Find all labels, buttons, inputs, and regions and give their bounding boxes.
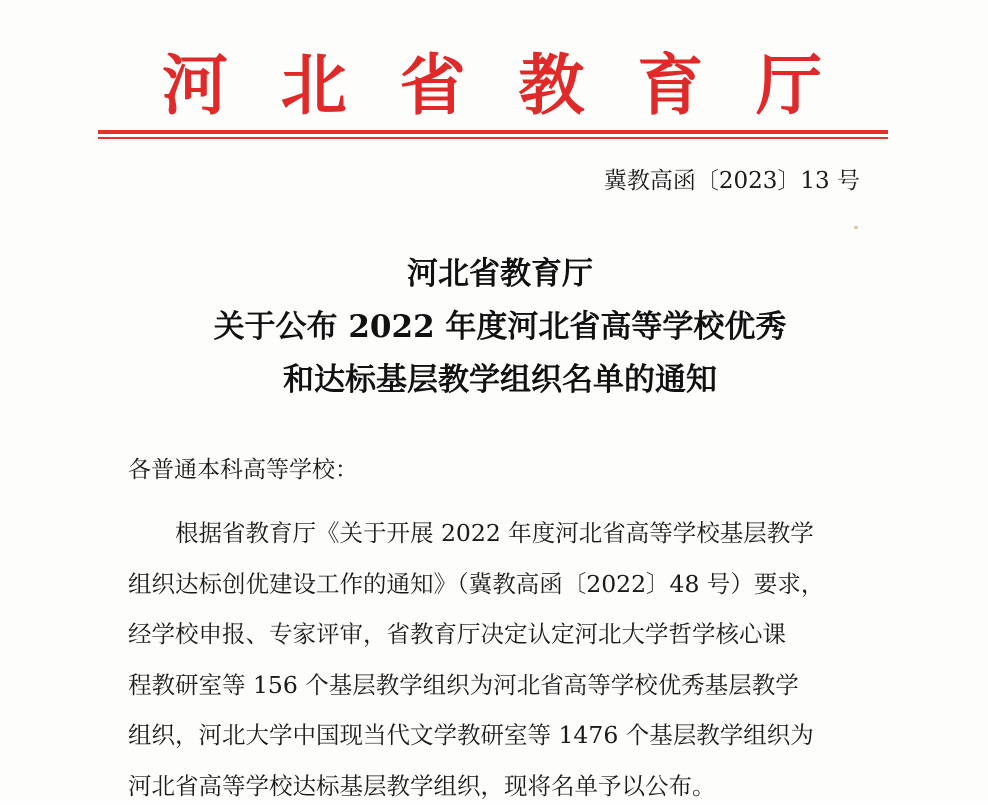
document-number: 冀教高函〔2023〕13 号 — [604, 166, 860, 196]
body-line: 程教研室等 156 个基层教学组织为河北省高等学校优秀基层教学 — [128, 660, 868, 711]
body-paragraph — [128, 508, 868, 811]
letterhead-char: 育 — [637, 52, 703, 118]
body-line: 组织，河北大学中国现当代文学教研室等 1476 个基层教学组织为 — [128, 710, 868, 761]
body-line: 组织达标创优建设工作的通知》（冀教高函〔2022〕48 号）要求， — [128, 559, 868, 610]
paper-speck — [854, 226, 858, 229]
body-line: 根据省教育厅《关于开展 2022 年度河北省高等学校基层教学 — [128, 508, 868, 559]
letterhead-char: 北 — [281, 52, 347, 118]
letterhead-rule-thick — [98, 130, 888, 134]
title-line-3: 和达标基层教学组织名单的通知 — [120, 354, 880, 407]
letterhead-char: 厅 — [756, 52, 822, 118]
body-line: 河北省高等学校达标基层教学组织，现将名单予以公布。 — [128, 761, 868, 811]
title-line-2: 关于公布 2022 年度河北省高等学校优秀 — [120, 301, 880, 354]
salutation: 各普通本科高等学校： — [128, 455, 358, 485]
document-title — [120, 248, 880, 407]
letterhead-title — [100, 40, 880, 130]
body-line: 经学校申报、专家评审，省教育厅决定认定河北大学哲学核心课 — [128, 609, 868, 660]
title-line-1: 河北省教育厅 — [120, 248, 880, 301]
letterhead-char: 教 — [518, 52, 584, 118]
letterhead-char: 河 — [162, 52, 228, 118]
letterhead-rule-thin — [98, 137, 888, 139]
letterhead-char: 省 — [400, 52, 466, 118]
